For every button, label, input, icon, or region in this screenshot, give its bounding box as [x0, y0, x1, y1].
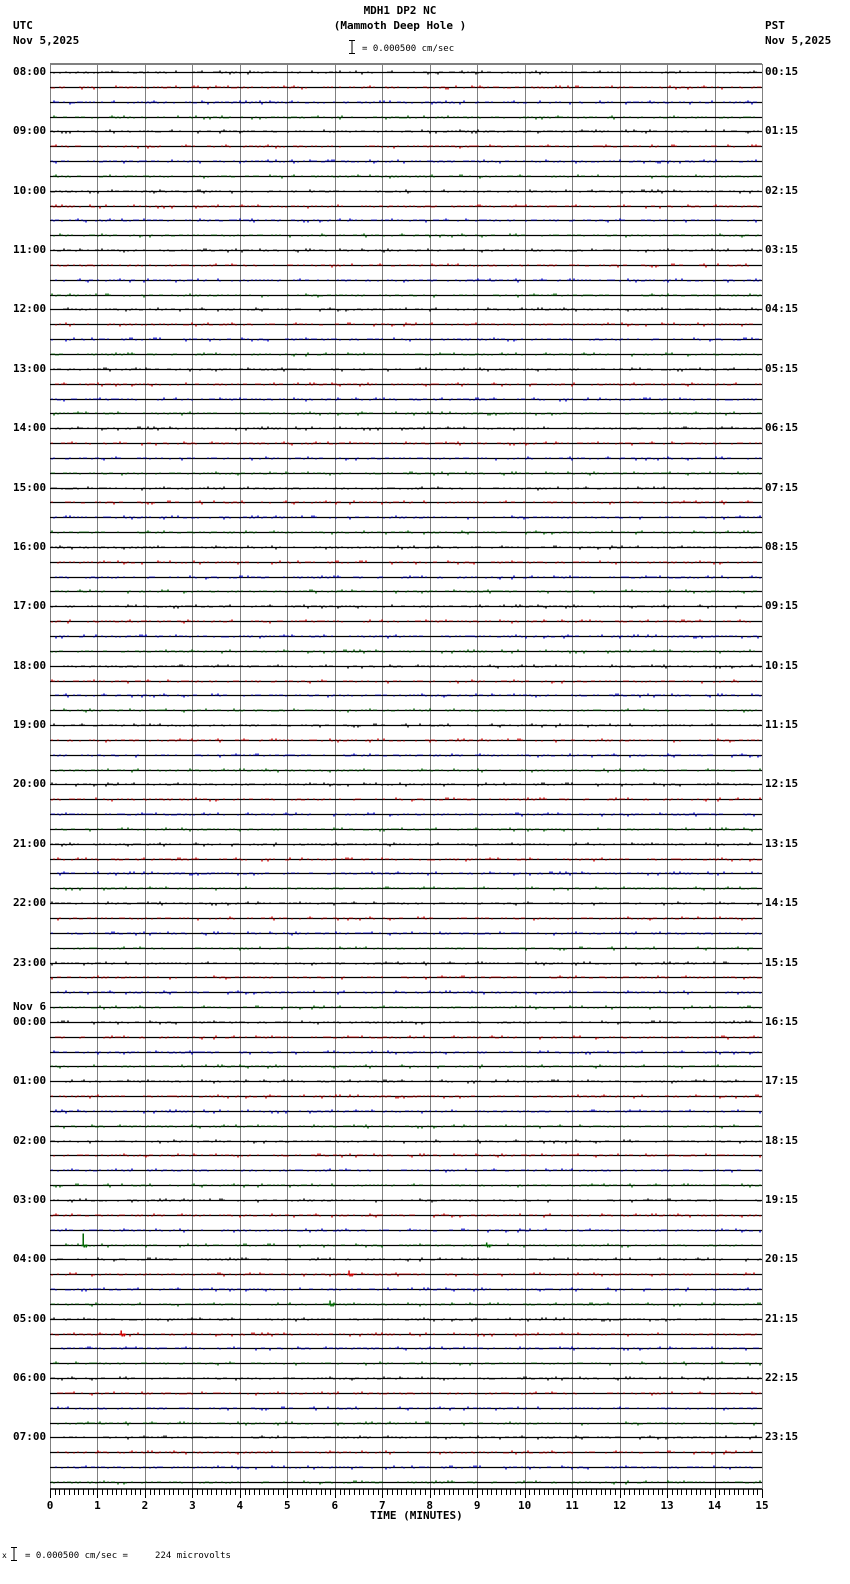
- pst-time-label: 02:15: [765, 184, 799, 197]
- utc-time-label: 16:00: [13, 540, 47, 553]
- utc-time-label: 09:00: [13, 124, 47, 137]
- utc-time-label: 13:00: [13, 362, 47, 375]
- x-tick-label: 9: [473, 1499, 481, 1512]
- x-tick-label: 13: [660, 1499, 674, 1512]
- utc-time-label: 22:00: [13, 896, 47, 909]
- trace-noise: [52, 264, 748, 268]
- pst-time-label: 12:15: [765, 777, 799, 790]
- x-tick-label: 5: [284, 1499, 291, 1512]
- left-timezone: UTC: [13, 19, 33, 32]
- pst-time-label: 05:15: [765, 362, 799, 375]
- left-date: Nov 5,2025: [13, 34, 80, 47]
- pst-time-label: 22:15: [765, 1371, 799, 1384]
- pst-time-label: 13:15: [765, 837, 799, 850]
- station-location: (Mammoth Deep Hole ): [333, 19, 467, 32]
- utc-time-label: 03:00: [13, 1193, 47, 1206]
- x-tick-label: 14: [707, 1499, 722, 1512]
- x-tick-label: 12: [612, 1499, 627, 1512]
- utc-time-label: 05:00: [13, 1312, 47, 1325]
- pst-time-label: 21:15: [765, 1312, 799, 1325]
- x-tick-label: 3: [189, 1499, 196, 1512]
- pst-time-label: 03:15: [765, 243, 799, 256]
- scale-text: = 0.000500 cm/sec: [362, 44, 455, 54]
- pst-time-label: 01:15: [765, 124, 799, 137]
- pst-time-label: 00:15: [765, 65, 799, 78]
- utc-time-label: 20:00: [13, 777, 47, 790]
- utc-time-label: 19:00: [13, 718, 47, 731]
- right-date: Nov 5,2025: [765, 34, 832, 47]
- utc-time-label: 21:00: [13, 837, 47, 850]
- pst-time-label: 11:15: [765, 718, 799, 731]
- utc-date-label: Nov 6: [13, 1000, 47, 1013]
- utc-time-label: 00:00: [13, 1015, 47, 1028]
- pst-time-label: 04:15: [765, 302, 799, 315]
- x-tick-label: 2: [141, 1499, 149, 1512]
- x-tick-label: 10: [518, 1499, 532, 1512]
- utc-time-label: 18:00: [13, 659, 47, 672]
- utc-time-label: 10:00: [13, 184, 47, 197]
- pst-time-label: 10:15: [765, 659, 799, 672]
- x-tick-label: 0: [46, 1499, 54, 1512]
- pst-time-label: 09:15: [765, 599, 799, 612]
- x-tick-label: 15: [755, 1499, 769, 1512]
- utc-time-label: 07:00: [13, 1430, 47, 1443]
- x-tick-label: 4: [236, 1499, 244, 1512]
- pst-time-label: 20:15: [765, 1252, 799, 1265]
- pst-time-label: 23:15: [765, 1430, 799, 1443]
- pst-time-label: 14:15: [765, 896, 799, 909]
- x-tick-label: 6: [331, 1499, 339, 1512]
- x-tick-label: 8: [426, 1499, 434, 1512]
- utc-time-label: 04:00: [13, 1252, 47, 1265]
- utc-time-label: 17:00: [13, 599, 47, 612]
- pst-time-label: 16:15: [765, 1015, 799, 1028]
- utc-time-label: 06:00: [13, 1371, 47, 1384]
- trace-noise: [52, 160, 756, 164]
- utc-time-label: 23:00: [13, 956, 47, 969]
- pst-time-label: 07:15: [765, 481, 799, 494]
- pst-time-label: 19:15: [765, 1193, 799, 1206]
- utc-time-label: 11:00: [13, 243, 47, 256]
- seismic-event: [485, 1243, 492, 1248]
- pst-time-label: 06:15: [765, 421, 799, 434]
- footer-scale-text: = 0.000500 cm/sec = 224 microvolts: [25, 1551, 231, 1561]
- footer-scale-bar-icon: [11, 1546, 18, 1560]
- station-title: MDH1 DP2 NC: [363, 4, 437, 17]
- x-axis-label: TIME (MINUTES): [370, 1509, 463, 1522]
- utc-time-label: 12:00: [13, 302, 47, 315]
- utc-time-label: 01:00: [13, 1074, 47, 1087]
- x-tick-label: 11: [565, 1499, 579, 1512]
- seismic-event: [81, 1234, 88, 1248]
- x-tick-label: 1: [94, 1499, 101, 1512]
- utc-time-label: 14:00: [13, 421, 47, 434]
- seismic-event: [347, 1271, 354, 1277]
- pst-time-label: 15:15: [765, 956, 799, 969]
- pst-time-label: 17:15: [765, 1074, 799, 1087]
- x-tick-label: 7: [378, 1499, 386, 1512]
- trace-noise: [56, 1466, 752, 1470]
- utc-time-label: 15:00: [13, 481, 47, 494]
- utc-time-label: 02:00: [13, 1134, 47, 1147]
- right-timezone: PST: [765, 19, 785, 32]
- pst-time-label: 08:15: [765, 540, 799, 553]
- utc-time-label: 08:00: [13, 65, 47, 78]
- pst-time-label: 18:15: [765, 1134, 799, 1147]
- footer-prefix: x: [2, 1551, 7, 1560]
